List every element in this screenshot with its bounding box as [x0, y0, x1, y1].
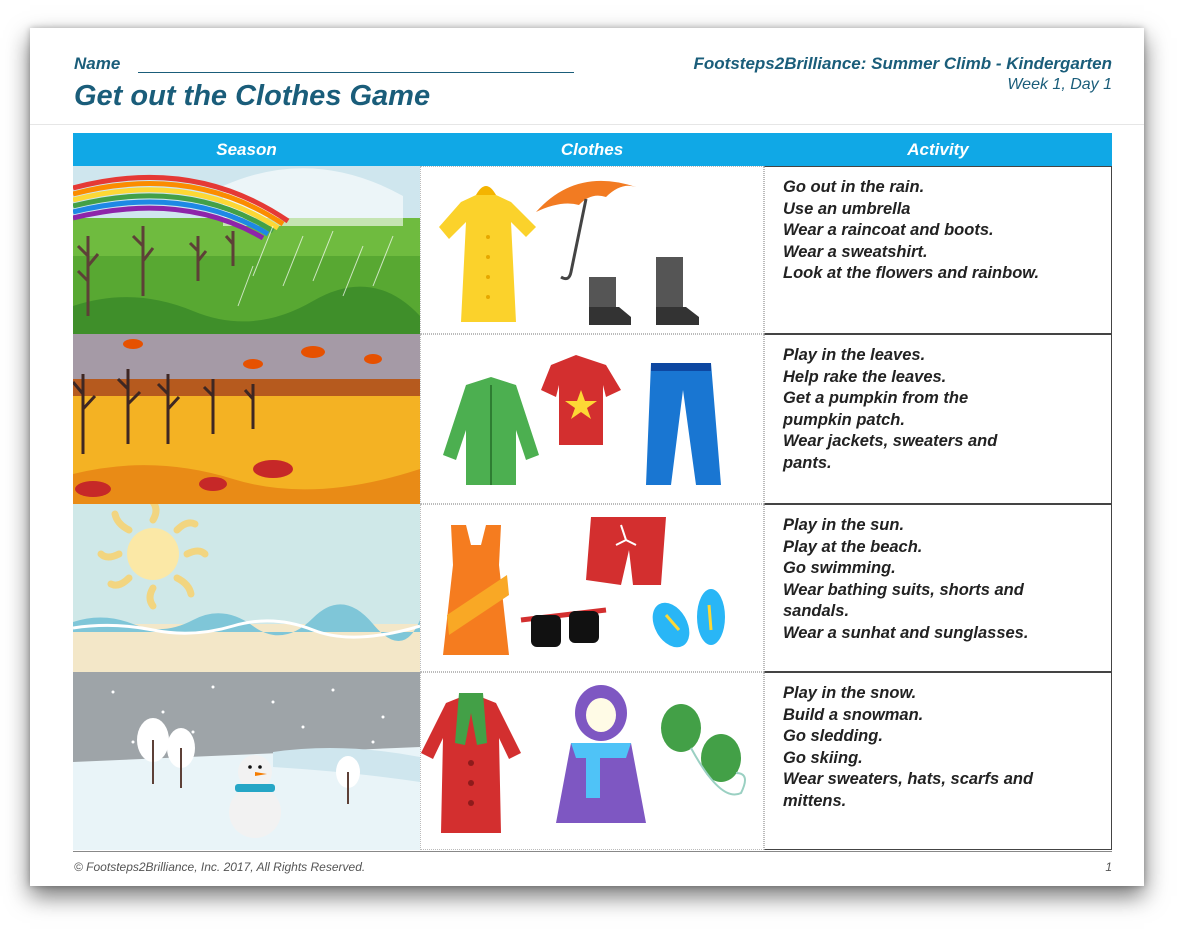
activity-line: Help rake the leaves. — [783, 367, 947, 386]
worksheet-page — [30, 28, 1144, 886]
activity-line: pants. — [783, 453, 832, 472]
activity-line: Look at the flowers and rainbow. — [783, 264, 1040, 282]
footer-divider — [73, 851, 1112, 852]
column-header-activity: Activity — [907, 139, 969, 159]
table-row-winter — [73, 672, 1112, 850]
name-field-line[interactable] — [138, 72, 574, 73]
summer-activity-cell — [764, 504, 1112, 672]
page-number: 1 — [1105, 860, 1112, 874]
fall-clothes-image — [420, 334, 764, 504]
fall-activity-cell — [764, 334, 1112, 504]
summer-scene-image — [73, 504, 420, 672]
summer-clothes-image — [420, 504, 764, 672]
activity-line: Wear a sunhat and sunglasses. — [783, 623, 1029, 642]
activity-line: pumpkin patch. — [783, 410, 905, 429]
activity-line: Get a pumpkin from the — [783, 389, 969, 407]
activity-line: Play at the beach. — [783, 537, 923, 556]
header-divider — [30, 124, 1144, 125]
activity-line: Build a snowman. — [783, 705, 924, 724]
column-header-clothes: Clothes — [560, 139, 624, 159]
spring-activity-cell — [764, 166, 1112, 334]
activity-line: mittens. — [783, 791, 847, 810]
activity-line: Wear bathing suits, shorts and — [783, 580, 1024, 599]
program-title: Footsteps2Brilliance: Summer Climb - Kindergarten — [693, 54, 1112, 73]
activity-line: sandals. — [783, 602, 850, 620]
activity-line: Go swimming. — [783, 559, 896, 577]
name-label: Name — [74, 54, 121, 73]
activity-line: Wear sweaters, hats, scarfs and — [783, 770, 1034, 788]
activity-line: Play in the leaves. — [783, 346, 926, 364]
activity-line: Wear a sweatshirt. — [783, 242, 928, 261]
winter-activity-cell — [764, 672, 1112, 850]
table-row-summer — [73, 504, 1112, 672]
column-header-season: Season — [216, 139, 277, 159]
winter-clothes-image — [420, 672, 764, 850]
spring-clothes-image — [420, 166, 764, 334]
fall-scene-image — [73, 334, 420, 504]
activity-line: Use an umbrella — [783, 199, 911, 218]
winter-scene-image — [73, 672, 420, 850]
page-title: Get out the Clothes Game — [74, 80, 431, 112]
activity-line: Go sledding. — [783, 727, 883, 745]
activity-line: Wear a raincoat and boots. — [783, 221, 994, 239]
activity-line: Wear jackets, sweaters and — [783, 432, 998, 450]
table-header — [73, 133, 1112, 166]
activity-line: Play in the snow. — [783, 684, 917, 702]
week-day-label: Week 1, Day 1 — [1007, 76, 1112, 93]
activity-line: Go out in the rain. — [783, 178, 925, 196]
activity-line: Play in the sun. — [783, 516, 905, 534]
spring-scene-image — [73, 166, 420, 334]
activity-line: Go skiing. — [783, 748, 863, 767]
copyright-text: © Footsteps2Brilliance, Inc. 2017, All Rights Reserved. — [74, 860, 366, 874]
table-row-spring — [73, 166, 1112, 334]
table-row-fall — [73, 334, 1112, 504]
